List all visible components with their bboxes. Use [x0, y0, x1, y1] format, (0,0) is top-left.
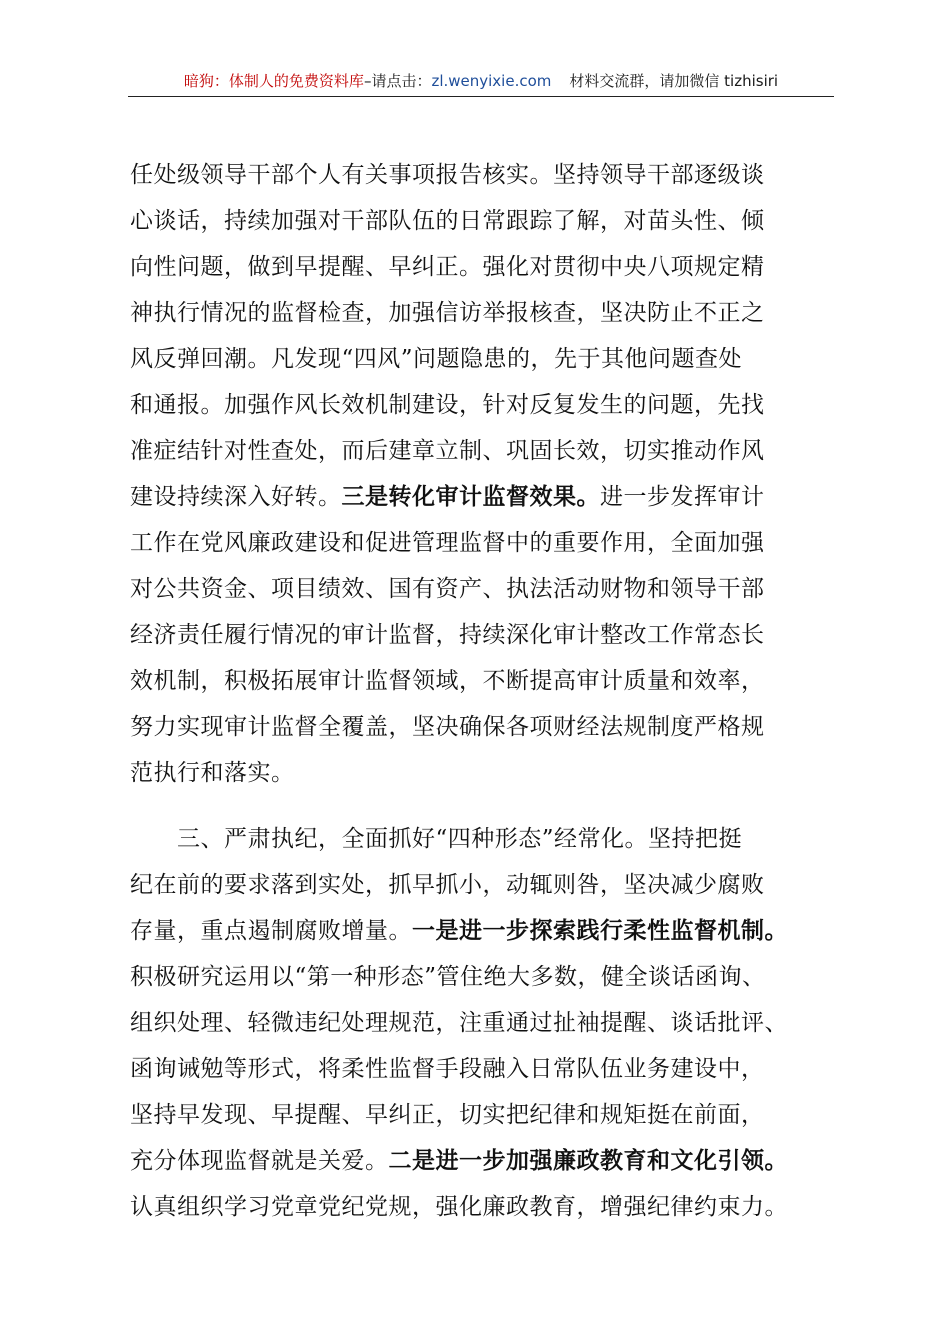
header-group-info: 材料交流群，请加微信 tizhisiri: [569, 72, 779, 90]
paragraph-2: [130, 816, 834, 1230]
text-line: 经济责任履行情况的审计监督，持续深化审计整改工作常态长: [130, 622, 765, 648]
text-line: 纪在前的要求落到实处，抓早抓小，动辄则咎，坚决减少腐败: [130, 872, 765, 898]
text-line: [130, 816, 834, 862]
bold-heading: 三是转化审计监督效果。: [341, 483, 600, 510]
text-line: 效机制，积极拓展审计监督领域，不断提高审计质量和效率，: [130, 668, 765, 694]
text-run: 存量，重点遏制腐败增量。: [130, 918, 412, 944]
text-line: 和通报。加强作风长效机制建设，针对反复发生的问题，先找: [130, 392, 765, 418]
document-body: [130, 152, 834, 1230]
text-line: 对公共资金、项目绩效、国有资产、执法活动财物和领导干部: [130, 576, 765, 602]
text-line: 努力实现审计监督全覆盖，坚决确保各项财经法规制度严格规: [130, 714, 765, 740]
text-line: 心谈话，持续加强对干部队伍的日常跟踪了解，对苗头性、倾: [130, 208, 765, 234]
text-line: [130, 474, 834, 520]
text-line: 向性问题，做到早提醒、早纠正。强化对贯彻中央八项规定精: [130, 254, 765, 280]
text-run: 充分体现监督就是关爱。: [130, 1148, 389, 1174]
text-line: [130, 1138, 834, 1184]
bold-heading: 一是进一步探索践行柔性监督机制。: [412, 917, 788, 944]
section-heading: 三、严肃执纪，全面抓好“四种形态”经常化。坚持把挺: [177, 826, 743, 852]
text-line: 函询诫勉等形式，将柔性监督手段融入日常队伍业务建设中，: [130, 1056, 765, 1082]
text-run: 进一步发挥审计: [600, 484, 765, 510]
text-run: 建设持续深入好转。: [130, 484, 342, 510]
text-line: 工作在党风廉政建设和促进管理监督中的重要作用，全面加强: [130, 530, 765, 556]
text-line: 神执行情况的监督检查，加强信访举报核查，坚决防止不正之: [130, 300, 765, 326]
header-site-name: 暗狗：体制人的免费资料库: [183, 72, 364, 90]
text-line: 坚持早发现、早提醒、早纠正，切实把纪律和规矩挺在前面，: [130, 1102, 765, 1128]
text-line: 组织处理、轻微违纪处理规范，注重通过扯袖提醒、谈话批评、: [130, 1010, 788, 1036]
text-line: 认真组织学习党章党纪党规，强化廉政教育，增强纪律约束力。: [130, 1194, 788, 1220]
bold-heading: 二是进一步加强廉政教育和文化引领。: [388, 1147, 788, 1174]
page-header: [128, 70, 834, 97]
text-line: 积极研究运用以“第一种形态”管住绝大多数，健全谈话函询、: [130, 964, 766, 990]
text-line: [130, 908, 834, 954]
header-click-prompt: –请点击：: [363, 72, 432, 90]
text-line: 风反弹回潮。凡发现“四风”问题隐患的，先于其他问题查处: [130, 346, 743, 372]
text-line: 准症结针对性查处，而后建章立制、巩固长效，切实推动作风: [130, 438, 765, 464]
text-line: 任处级领导干部个人有关事项报告核实。坚持领导干部逐级谈: [130, 162, 765, 188]
header-url-link[interactable]: zl.wenyixie.com: [431, 72, 552, 90]
paragraph-1: [130, 152, 834, 796]
text-line: 范执行和落实。: [130, 760, 295, 786]
